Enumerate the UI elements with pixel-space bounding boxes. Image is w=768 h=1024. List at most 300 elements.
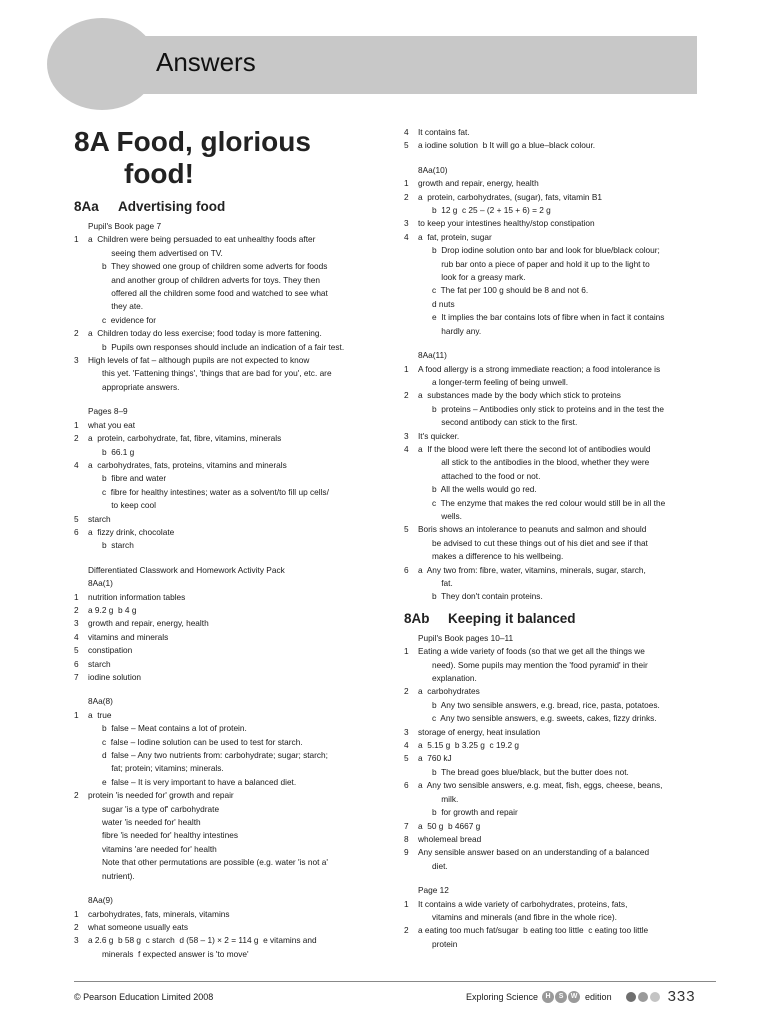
answer-line [404,577,724,590]
answer-line [404,258,724,271]
answer-text: a Children were being persuaded to eat unhealthy foods after [88,234,316,245]
question-number: 5 [404,524,409,535]
question-number: 1 [404,898,409,909]
answer-line [404,298,724,311]
footer-branding [466,988,696,1005]
answer-text: diet. [432,860,448,871]
answer-text: a 760 kJ [418,753,452,764]
question-number: 1 [74,908,79,919]
question-number: 4 [74,631,79,642]
answer-text: A food allergy is a strong immediate reaction; a food intolerance is [418,363,661,374]
question-number [74,856,88,869]
answer-line [74,591,394,604]
answer-line [404,846,724,859]
answer-text: to keep your intestines healthy/stop constipation [418,218,595,229]
question-number: 1 [74,709,79,720]
answer-text: and another group of children adverts for toys. They then [102,274,320,285]
question-number [74,220,88,233]
answer-line [404,938,724,951]
question-number [74,539,88,552]
answer-text: constipation [88,645,133,656]
answer-text: a iodine solution b It will go a blue–black colour. [418,140,596,151]
question-number [74,405,88,418]
answer-line [74,419,394,432]
answer-line [74,367,394,380]
answer-text: 8Aa(1) [88,578,113,589]
question-number [404,510,418,523]
question-number: 8 [404,833,409,844]
answer-text: It contains fat. [418,127,470,137]
answer-text: what someone usually eats [88,921,189,932]
hsw-letter: S [555,991,567,1003]
question-number [74,577,88,590]
answer-text: attached to the food or not. [432,470,541,481]
page-number: 333 [667,988,696,1005]
answer-text: a eating too much fat/sugar b eating too little c eating too little [418,925,649,936]
question-number [404,884,418,897]
answer-line [404,349,724,362]
answer-line [404,564,724,577]
question-number: 3 [404,726,409,737]
question-number [404,244,418,257]
answer-text: Differentiated Classwork and Homework Activity Pack [88,564,285,575]
answer-line [404,793,724,806]
question-number: 7 [74,672,79,682]
answer-text: protein [432,938,458,949]
answer-line [74,341,394,354]
answer-text: a Any two sensible answers, e.g. meat, fish, eggs, cheese, beans, [418,780,663,791]
answer-text: 8Aa(11) [418,350,447,361]
question-number: 1 [404,178,409,189]
right-column [404,126,724,951]
answer-line [404,443,724,456]
answer-line [74,539,394,552]
answer-line [404,403,724,416]
question-number [74,736,88,749]
answer-line [404,456,724,469]
spacer [74,684,394,695]
question-number: 2 [404,686,409,697]
answer-text: a 5.15 g b 3.25 g c 19.2 g [418,740,520,751]
answer-text: all stick to the antibodies in the blood, whether they were [432,457,650,468]
answer-text: a 9.2 g b 4 g [88,604,137,615]
answer-text: b Pupils own responses should include an indication of a fair test. [102,341,345,352]
question-number [74,367,88,380]
answer-text: b They showed one group of children some adverts for foods [102,261,328,272]
question-number [74,446,88,459]
dot-icon [650,992,660,1002]
question-number [74,341,88,354]
question-number: 1 [74,591,79,602]
question-number [74,695,88,708]
answer-text: c fibre for healthy intestines; water as a solvent/to fill up cells/ [102,486,329,497]
question-number: 2 [404,925,409,936]
answer-line [404,833,724,846]
answer-line [74,870,394,883]
question-number [74,894,88,907]
answer-line [74,856,394,869]
answer-line [74,564,394,577]
answer-text: vitamins and minerals (and fibre in the whole rice). [432,911,617,922]
question-number [404,577,418,590]
answer-text: a 2.6 g b 58 g c starch d (58 – 1) × 2 = 114 g e vitamins and [88,935,317,946]
answer-line [404,271,724,284]
answer-text: Eating a wide variety of foods (so that we get all the things we [418,646,645,657]
answer-text: fat; protein; vitamins; minerals. [102,763,224,774]
question-number [404,672,418,685]
answer-text: b They don't contain proteins. [432,591,543,602]
answer-line [74,803,394,816]
question-number: 3 [74,935,79,946]
answer-text: b All the wells would go red. [432,484,537,495]
copyright: © Pearson Education Limited 2008 [74,992,214,1002]
question-number [404,483,418,496]
question-number [74,762,88,775]
answer-line [404,672,724,685]
answer-text: look for a greasy mark. [432,272,526,283]
answer-text: hardly any. [432,325,482,336]
answer-line [404,739,724,752]
question-number [74,486,88,499]
answer-line [404,217,724,230]
question-number: 4 [74,459,79,470]
answer-text: water 'is needed for' health [102,817,201,828]
question-number: 4 [404,443,409,454]
answer-text: starch [88,658,111,669]
question-number [74,803,88,816]
answer-line [74,499,394,512]
answer-text: a Children today do less exercise; food today is more fattening. [88,328,322,339]
answer-text: It's quicker. [418,430,460,441]
answer-line [74,486,394,499]
answer-text: a protein, carbohydrate, fat, fibre, vitamins, minerals [88,433,282,444]
question-number: 3 [74,618,79,629]
question-number: 4 [404,127,409,137]
question-number: 1 [404,646,409,657]
answer-line [404,712,724,725]
question-number: 5 [404,140,409,151]
question-number: 7 [404,820,409,831]
answer-text: need). Some pupils may mention the 'food pyramid' in their [432,659,648,670]
answer-text: storage of energy, heat insulation [418,726,541,737]
answer-line [74,233,394,246]
answer-text: protein 'is needed for' growth and repair [88,790,234,801]
answer-line [74,762,394,775]
question-number [74,564,88,577]
answer-text: Pupil's Book page 7 [88,221,162,231]
question-number: 5 [74,513,79,524]
answer-text: Pupil's Book pages 10–11 [418,632,514,643]
hsw-logo [542,991,581,1003]
question-number [404,416,418,429]
answer-line [404,590,724,603]
question-number [404,537,418,550]
question-number [404,911,418,924]
answer-text: a carbohydrates, fats, proteins, vitamins and minerals [88,459,287,470]
answer-line [404,363,724,376]
question-number: 5 [74,645,79,656]
question-number: 6 [74,658,79,669]
answer-text: a substances made by the body which stick to proteins [418,390,621,401]
answer-text: High levels of fat – although pupils are not expected to know [88,355,310,366]
answer-text: be advised to cut these things out of his diet and see if that [432,537,648,548]
question-number [404,793,418,806]
answer-line [404,177,724,190]
answer-line [404,416,724,429]
answer-line [74,432,394,445]
question-number: 2 [74,921,79,932]
question-number [404,349,418,362]
answer-line [404,752,724,765]
question-number [74,776,88,789]
hsw-letter: W [568,991,580,1003]
question-number [404,938,418,951]
answer-line [404,470,724,483]
answer-text: Note that other permutations are possible (e.g. water 'is not a' [102,857,328,868]
question-number: 6 [404,564,409,575]
answer-text: offered all the children some food and watched to see what [102,288,328,299]
answer-line [404,376,724,389]
answer-line [404,389,724,402]
answer-text: c The fat per 100 g should be 8 and not 6. [432,285,589,296]
answer-text: b 12 g c 25 – (2 + 15 + 6) = 2 g [432,205,551,216]
answer-text: makes a difference to his wellbeing. [432,551,564,562]
spacer [404,338,724,349]
question-number [404,403,418,416]
question-number [74,829,88,842]
answer-text: what you eat [88,419,136,430]
answer-text: b for growth and repair [432,807,518,818]
question-number: 2 [404,191,409,202]
question-number [74,749,88,762]
answer-text: fibre 'is needed for' healthy intestines [102,830,238,841]
answer-text: Boris shows an intolerance to peanuts and salmon and should [418,524,647,535]
answer-text: a If the blood were left there the second lot of antibodies would [418,443,651,454]
answer-line [74,658,394,671]
section-code: 8Aa [74,199,99,214]
question-number: 2 [74,790,79,801]
answer-line [74,749,394,762]
question-number [74,722,88,735]
question-number [74,870,88,883]
answer-line [74,472,394,485]
question-number [74,314,88,327]
answer-text: b The bread goes blue/black, but the butter does not. [432,766,629,777]
question-number: 1 [404,363,409,374]
answer-line [404,898,724,911]
question-number [404,376,418,389]
answer-text: 8Aa(9) [88,895,113,906]
answer-line [74,736,394,749]
answer-line [404,244,724,257]
question-number [404,204,418,217]
answer-line [74,327,394,340]
answer-list [404,632,724,951]
answer-line [74,894,394,907]
left-column [74,126,394,961]
spacer [404,873,724,884]
answer-text: a longer-term feeling of being unwell. [432,376,569,387]
answer-list [404,126,724,604]
answer-text: c Any two sensible answers, e.g. sweets, cakes, fizzy drinks. [432,713,657,724]
answer-line [404,139,724,152]
question-number: 6 [74,526,79,537]
answer-line [404,860,724,873]
question-number [404,860,418,873]
question-number [404,550,418,563]
question-number [404,712,418,725]
answer-line [74,776,394,789]
banner-title: Answers [156,47,256,77]
question-number [404,298,418,311]
answer-text: b 66.1 g [102,446,135,457]
answer-text: explanation. [432,673,477,684]
answer-text: 8Aa(10) [418,164,448,175]
question-number [74,472,88,485]
answer-line [74,789,394,802]
question-number [404,699,418,712]
answer-line [404,924,724,937]
page-title [74,126,394,190]
answer-line [74,513,394,526]
answer-text: b Drop iodine solution onto bar and look for blue/black colour; [432,245,660,256]
answer-line [404,231,724,244]
answer-line [74,300,394,313]
answer-text: b false – Meat contains a lot of protein. [102,723,247,734]
question-number: 2 [74,433,79,444]
question-number [404,258,418,271]
answer-text: Any sensible answer based on an understanding of a balanced [418,847,650,858]
answer-text: nutrition information tables [88,591,186,602]
book-title: Exploring Science [466,991,539,1002]
answer-text: d false – Any two nutrients from: carbohydrate; sugar; starch; [102,750,328,761]
answer-line [74,722,394,735]
answer-text: vitamins 'are needed for' health [102,843,217,854]
answer-line [404,699,724,712]
answer-line [404,726,724,739]
answer-line [74,816,394,829]
answer-line [404,632,724,645]
answer-line [404,325,724,338]
page-title-line1: 8A Food, glorious [74,126,311,157]
section-heading-8Ab [404,610,724,628]
answer-line [74,843,394,856]
spacer [74,883,394,894]
answer-text: b fibre and water [102,473,167,484]
answer-text: rub bar onto a piece of paper and hold it up to the light to [432,258,650,269]
answer-line [74,829,394,842]
question-number [74,948,88,961]
hsw-letter: H [542,991,554,1003]
answer-line [404,204,724,217]
answer-text: b Any two sensible answers, e.g. bread, rice, pasta, potatoes. [432,699,660,710]
question-number [74,260,88,273]
answer-text: c evidence for [102,314,156,325]
answer-line [404,483,724,496]
answer-line [404,659,724,672]
answer-text: this yet. 'Fattening things', 'things that are bad for you', etc. are [102,368,332,379]
question-number [74,247,88,260]
question-number: 6 [404,780,409,791]
answer-text: sugar 'is a type of' carbohydrate [102,803,220,814]
answer-line [74,948,394,961]
answer-line [74,934,394,947]
question-number [74,816,88,829]
answer-text: e It implies the bar contains lots of fibre when in fact it contains [432,312,665,323]
answer-line [404,884,724,897]
answer-text: Page 12 [418,885,449,896]
question-number [404,284,418,297]
answer-line [74,381,394,394]
answer-text: wholemeal bread [418,833,482,844]
answer-line [404,164,724,177]
question-number [74,843,88,856]
answer-text: fat. [432,578,453,588]
answer-line [74,921,394,934]
answer-line [74,247,394,260]
question-number: 5 [404,753,409,764]
answer-line [404,685,724,698]
question-number [404,590,418,603]
answer-line [74,695,394,708]
answer-list [74,220,394,961]
answer-line [74,908,394,921]
answer-text: a 50 g b 4667 g [418,820,481,831]
answer-line [74,631,394,644]
answer-line [74,577,394,590]
answer-text: It contains a wide variety of carbohydrates, proteins, fats, [418,898,628,909]
answer-line [74,405,394,418]
answer-line [404,311,724,324]
answer-line [404,806,724,819]
answer-text: a carbohydrates [418,686,480,697]
question-number [404,632,418,645]
answer-text: seeing them advertised on TV. [102,247,223,258]
question-number: 2 [404,390,409,401]
answer-text: b starch [102,540,134,551]
answer-line [404,911,724,924]
answer-line [74,526,394,539]
answer-line [404,766,724,779]
question-number: 3 [404,218,409,229]
answer-text: a fat, protein, sugar [418,231,492,242]
answer-text: wells. [432,510,462,521]
dot-icon [638,992,648,1002]
answer-text: a fizzy drink, chocolate [88,526,175,537]
answer-line [74,446,394,459]
question-number [404,325,418,338]
question-number [404,497,418,510]
answer-line [404,523,724,536]
answer-line [74,260,394,273]
question-number [404,766,418,779]
question-number: 2 [74,604,79,615]
question-number: 4 [404,740,409,751]
question-number: 3 [74,355,79,366]
question-number: 2 [74,328,79,339]
answer-text: iodine solution [88,672,142,682]
answer-text: vitamins and minerals [88,631,169,642]
answer-line [404,645,724,658]
edition-label: edition [585,991,612,1002]
footer-divider [74,981,716,982]
answer-text: b proteins – Antibodies only stick to proteins and in the test the [432,403,664,414]
answer-text: 8Aa(8) [88,696,113,707]
answer-line [74,709,394,722]
answer-line [74,604,394,617]
answer-line [74,671,394,684]
question-number: 4 [404,231,409,242]
